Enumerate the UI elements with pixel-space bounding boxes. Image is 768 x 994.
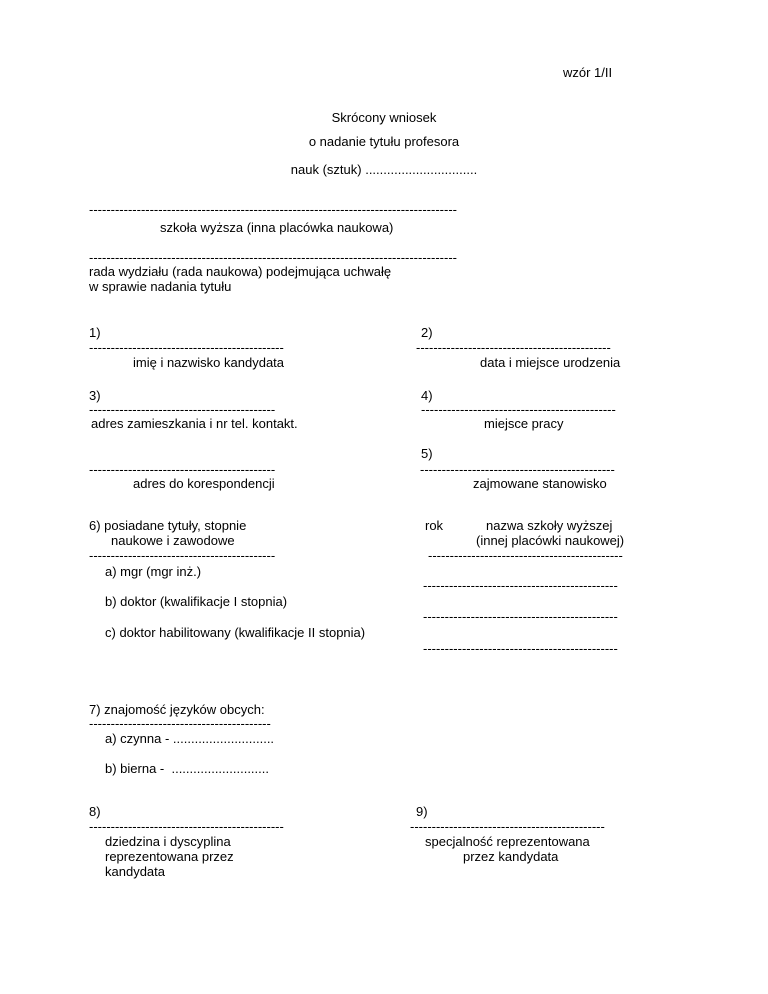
col-header-line: --------------------------------------------- (428, 548, 623, 563)
field-4-label: miejsce pracy (484, 416, 564, 431)
field-8-number: 8) (89, 804, 101, 819)
languages-title: 7) znajomość języków obcych: (89, 702, 265, 717)
col-year-header: rok (425, 518, 444, 533)
language-active: a) czynna - ............................ (105, 731, 275, 746)
form-id: wzór 1/II (563, 65, 613, 80)
degree-b-label: b) doktor (kwalifikacje I stopnia) (105, 594, 288, 609)
form-title: Skrócony wniosek (331, 110, 437, 125)
school-label: szkoła wyższa (inna placówka naukowa) (160, 220, 394, 235)
field-5-line: --------------------------------------------- (420, 462, 615, 477)
field-9-number: 9) (416, 804, 428, 819)
language-passive: b) bierna - ........................... (105, 761, 269, 776)
correspondence-line: ------------------------------------------- (89, 462, 276, 477)
field-3-label: adres zamieszkania i nr tel. kontakt. (91, 416, 298, 431)
degrees-line: ------------------------------------------- (89, 548, 276, 563)
field-3-number: 3) (89, 388, 101, 403)
field-9-label-1: specjalność reprezentowana (425, 834, 590, 849)
line-school: ------------------------------------------------------------------------------------- (89, 202, 457, 217)
degree-c-line: --------------------------------------------- (423, 641, 618, 656)
field-8-label-2: reprezentowana przez (105, 849, 234, 864)
field-8-line: --------------------------------------------- (89, 819, 284, 834)
degrees-title-2: naukowe i zawodowe (111, 533, 235, 548)
col-school-header-1: nazwa szkoły wyższej (486, 518, 613, 533)
field-1-label: imię i nazwisko kandydata (133, 355, 285, 370)
field-8-label-1: dziedzina i dyscyplina (105, 834, 231, 849)
field-5-number: 5) (421, 446, 433, 461)
field-4-number: 4) (421, 388, 433, 403)
field-1-number: 1) (89, 325, 101, 340)
field-2-number: 2) (421, 325, 433, 340)
degree-b-line: --------------------------------------------- (423, 609, 618, 624)
field-2-label: data i miejsce urodzenia (480, 355, 621, 370)
field-3-line: ------------------------------------------- (89, 402, 276, 417)
council-label-1: rada wydziału (rada naukowa) podejmująca uchwałę (89, 264, 392, 279)
degrees-title-1: 6) posiadane tytuły, stopnie (89, 518, 247, 533)
languages-line: ------------------------------------------ (89, 716, 271, 731)
field-1-line: --------------------------------------------- (89, 340, 284, 355)
field-9-label-2: przez kandydata (463, 849, 559, 864)
field-4-line: --------------------------------------------- (421, 402, 616, 417)
degree-a-line: --------------------------------------------- (423, 578, 618, 593)
line-council: ------------------------------------------------------------------------------------- (89, 250, 457, 265)
form-subtitle: o nadanie tytułu profesora (308, 134, 460, 149)
col-school-header-2: (innej placówki naukowej) (476, 533, 625, 548)
field-8-label-3: kandydata (105, 864, 165, 879)
field-9-line: --------------------------------------------- (410, 819, 605, 834)
correspondence-label: adres do korespondencji (133, 476, 275, 491)
field-5-label: zajmowane stanowisko (473, 476, 607, 491)
field-discipline: nauk (sztuk) ............................... (290, 162, 478, 177)
field-2-line: --------------------------------------------- (416, 340, 611, 355)
degree-a-label: a) mgr (mgr inż.) (105, 564, 202, 579)
council-label-2: w sprawie nadania tytułu (89, 279, 232, 294)
degree-c-label: c) doktor habilitowany (kwalifikacje II stopnia) (105, 625, 366, 640)
